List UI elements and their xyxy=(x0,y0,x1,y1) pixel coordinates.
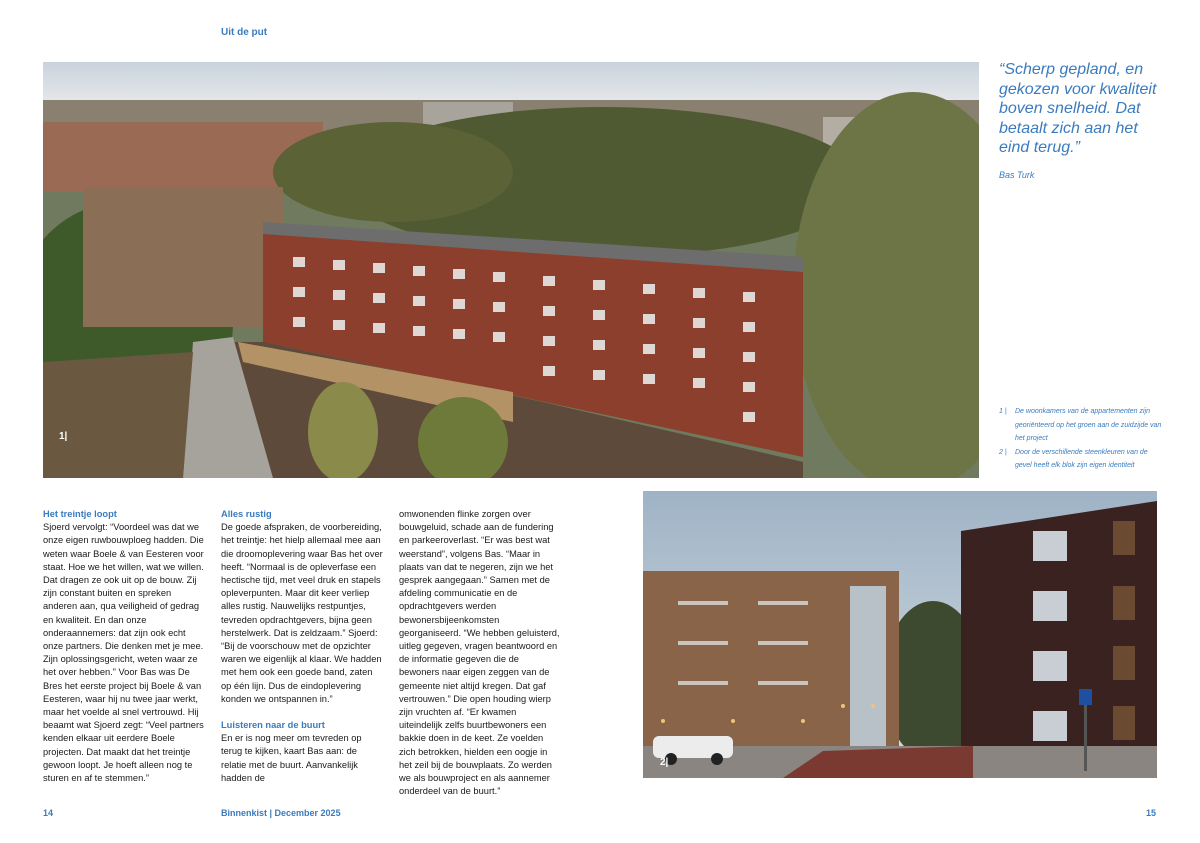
paragraph-1: Sjoerd vervolgt: “Voordeel was dat we onze eigen ruwbouwploeg hadden. Die weten waar Boele & van Eesteren voor staat. Hoe we het willen, wat we willen. Dat dragen ze ook uit op de bouw. Zij zijn constant buiten en spreken anderen aan, qua veiligheid of gedrag en kwaliteit. En dan onze onderaannemers: dat zijn ook echt onze partners. Die denken met je mee. Zijn oplossingsgericht, weten waar ze het over hebben.” Voor Bas was De Bres het eerste project bij Boele & van Eesteren, waar hij nu twee jaar werkt, maar het voelde al snel vertrouwd. Hij beaamt wat Sjoerd zegt: “Veel partners kenden elkaar uit eerdere Boele projecten. Dat maakt dat het treintje gewoon loopt. Je hoeft alleen nog te sturen en af te stemmen.” xyxy=(43,522,204,784)
second-photo xyxy=(643,491,1157,778)
aerial-apartment-photo xyxy=(43,62,979,478)
caption-1 xyxy=(999,405,1164,446)
caption-text: De woonkamers van de appartementen zijn georiënteerd op het groen aan de zuidzijde van het project xyxy=(1015,408,1162,442)
caption-2 xyxy=(999,446,1164,473)
main-photo xyxy=(43,62,979,478)
subheading-buurt: Luisteren naar de buurt xyxy=(221,720,325,731)
paragraph-4: omwonenden flinke zorgen over bouwgeluid, schade aan de fundering en parkeeroverlast. “Er was best wat weerstand”, volgens Bas. “Maar in plaats van dat te negeren, zijn we het gesprek aangegaan.” Samen met de afdeling communicatie en de opdrachtgevers werden bewonersbijeenkomsten georganiseerd. “We hebben geluisterd, uitleg gegeven, vragen beantwoord en de informatie gegeven die de bewoners naar eigen zeggen van de gemeente niet altijd kregen. Dat gaf vertrouwen.” Die open houding wierp zijn vruchten af. “Er kwamen uiteindelijk zelfs buurtbewoners een bakkie doen in de keet. Ze voelden zich betrokken, hielden een oogje in het zeil bij de bouwplaats. Zo werden we als bouwproject en als aannemer onderdeel van de buurt.” xyxy=(399,509,560,797)
caption-number: 2 | xyxy=(999,448,1007,456)
magazine-issue: Binnenkist | December 2025 xyxy=(221,808,341,818)
photo-number-2: 2| xyxy=(660,757,669,768)
street-apartment-photo xyxy=(643,491,1157,778)
section-tag: Uit de put xyxy=(221,27,268,38)
photo-captions xyxy=(999,405,1164,473)
caption-text: Door de verschillende steenkleuren van de gevel heeft elk blok zijn eigen identiteit xyxy=(1015,448,1148,469)
page-number-left: 14 xyxy=(43,808,54,818)
paragraph-2: De goede afspraken, de voorbereiding, het treintje: het hielp allemaal mee aan die droomoplevering waar Bas het over heeft. “Normaal is de opleverfase een hectische tijd, met veel druk en stapels opleverpunten. Maar dit keer verliep alles rustig. Nauwelijks restpuntjes, tevreden opdrachtgevers, bijna geen herstelwerk. Dat is zeldzaam.” Sjoerd: “Bij de voorschouw met de opzichter waren we eigenlijk al klaar. We hadden met hem ook een goede band, zaten op één lijn. Dus de eindoplevering konden we ontspannen in.” xyxy=(221,522,383,704)
caption-number: 1 | xyxy=(999,408,1007,415)
pull-quote: “Scherp gepland, en gekozen voor kwaliteit boven snelheid. Dat betaalt zich aan het eind terug.” xyxy=(999,61,1157,156)
quote-author: Bas Turk xyxy=(999,170,1035,180)
article-column-3 xyxy=(399,508,561,798)
photo-number-1: 1| xyxy=(59,431,68,442)
article-column-2 xyxy=(221,508,383,785)
subheading-rustig: Alles rustig xyxy=(221,509,272,519)
paragraph-3: En er is nog meer om tevreden op terug te kijken, kaart Bas aan: de relatie met de buurt. Aanvankelijk hadden de xyxy=(221,733,362,783)
article-column-1 xyxy=(43,508,205,785)
subheading-treintje: Het treintje loopt xyxy=(43,509,117,519)
page-number-right: 15 xyxy=(1146,808,1157,818)
